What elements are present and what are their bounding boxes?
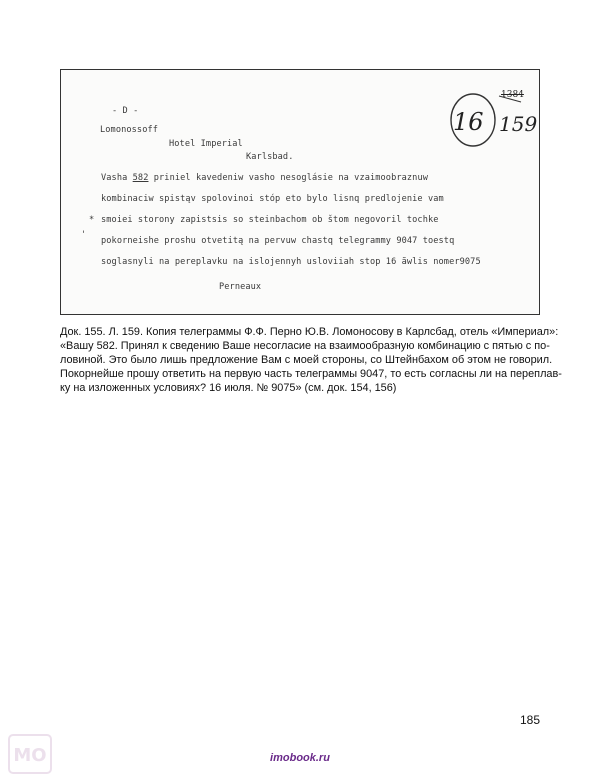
telegram-line-4: pokorneishe proshu otvetitą na pervuw chastq telegrammy 9047 toestq <box>101 236 455 246</box>
telegram-line-5: soglasnyli na pereplavku na islojennyh usloviiah stop 16 ãwlis nomer9075 <box>101 257 481 267</box>
telegram-signature: Perneaux <box>219 282 262 292</box>
telegram-line-2: kombinaciw spistąv spolovinoi stóp eto bylo lisnq predlojenie vam <box>101 194 444 204</box>
document-caption <box>60 325 562 395</box>
footer-site-link[interactable] <box>0 752 600 764</box>
archive-folio-crossed: 1384 <box>501 90 524 100</box>
telegram-mark: - D - <box>112 106 139 116</box>
telegram-margin-mark: * <box>89 215 95 225</box>
page-number: 185 <box>519 713 540 727</box>
telegram-body <box>101 173 531 293</box>
footer-site-link-text[interactable]: imobook.ru <box>270 752 330 764</box>
telegram-margin-tick: ' <box>81 230 87 240</box>
archive-number: 16 <box>453 108 484 136</box>
telegram-line-1: Vasha 582 priniel kavedeniw vasho nesoglásie na vzaimoobraznuw <box>101 173 428 183</box>
telegram-address-hotel: Hotel Imperial <box>169 139 243 149</box>
caption-line: Покорнейше прошу ответить на первую часть телеграммы 9047, то есть согласны ли на переплав- <box>60 368 562 380</box>
telegram-line-3: smoiei storony zapistsis so steinbachom ob štom negovoril tochke <box>101 215 439 225</box>
caption-line: ку на изложенных условиях? 16 июля. № 9075» (см. док. 154, 156) <box>60 382 397 394</box>
caption-line: ловиной. Это было лишь предложение Вам с моей стороны, со Штейнбахом об этом не говорил. <box>60 354 553 366</box>
archival-scan-image <box>60 69 540 315</box>
telegram-address-city: Karlsbad. <box>246 152 294 162</box>
svg-text:MO: MO <box>13 745 47 766</box>
telegram-address-name: Lomonossoff <box>100 125 159 135</box>
archive-folio: 159 <box>499 112 538 136</box>
caption-line: «Вашу 582. Принял к сведению Ваше несогласие на взаимообразную комбинацию с пятью с по- <box>60 340 550 352</box>
caption-line: Док. 155. Л. 159. Копия телеграммы Ф.Ф. Перно Ю.В. Ломоносову в Карлсбад, отель «Империал»: <box>60 326 559 338</box>
